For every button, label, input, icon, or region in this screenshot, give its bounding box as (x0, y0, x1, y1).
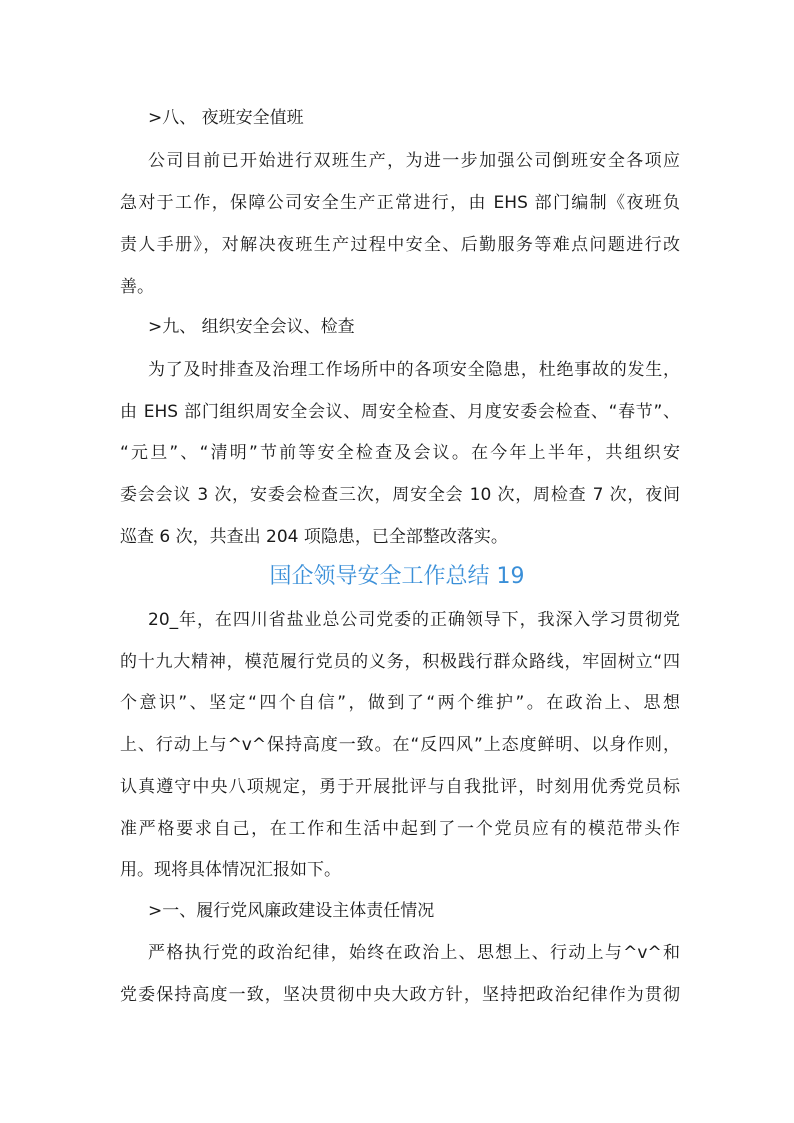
paragraph-line: 急对于工作，保障公司安全生产正常进行，由 EHS 部门编制《夜班负 (120, 193, 680, 213)
paragraph-line: 责人手册》，对解决夜班生产过程中安全、后勤服务等难点问题进行改 (120, 235, 680, 255)
paragraph-line: 由 EHS 部门组织周安全会议、周安全检查、月度安委会检查、“春节”、 (120, 402, 680, 422)
paragraph-line: 个意识”、坚定“四个自信”，做到了“两个维护”。在政治上、思想 (120, 693, 680, 713)
paragraph-line: 20_年，在四川省盐业总公司党委的正确领导下，我深入学习贯彻党 (148, 610, 680, 630)
paragraph-line: 党委保持高度一致，坚决贯彻中央大政方针，坚持把政治纪律作为贯彻 (120, 985, 680, 1005)
paragraph-line: 巡查 6 次，共查出 204 项隐患，已全部整改落实。 (120, 527, 508, 547)
section-1-heading: >一、履行党风廉政建设主体责任情况 (148, 901, 435, 921)
paragraph-line: 严格执行党的政治纪律，始终在政治上、思想上、行动上与^v^和 (148, 943, 680, 963)
paragraph-line: 上、行动上与^v^保持高度一致。在“反四风”上态度鲜明、以身作则， (120, 735, 680, 755)
paragraph-line: 准严格要求自己，在工作和生活中起到了一个党员应有的模范带头作 (120, 819, 680, 839)
paragraph-line: “元旦”、“清明”节前等安全检查及会议。在今年上半年，共组织安 (120, 443, 680, 463)
section-9-heading: >九、 组织安全会议、检查 (148, 317, 355, 337)
section-8-heading: >八、 夜班安全值班 (148, 108, 304, 128)
paragraph-line: 为了及时排查及治理工作场所中的各项安全隐患，杜绝事故的发生， (148, 360, 680, 380)
paragraph-line: 公司目前已开始进行双班生产，为进一步加强公司倒班安全各项应 (148, 151, 680, 171)
paragraph-line: 用。现将具体情况汇报如下。 (120, 860, 341, 880)
paragraph-line: 的十九大精神，模范履行党员的义务，积极践行群众路线，牢固树立“四 (120, 652, 680, 672)
paragraph-line: 认真遵守中央八项规定，勇于开展批评与自我批评，时刻用优秀党员标 (120, 777, 680, 797)
document-title: 国企领导安全工作总结 19 (269, 564, 525, 589)
paragraph-line: 善。 (120, 277, 154, 297)
paragraph-line: 委会会议 3 次，安委会检查三次，周安全会 10 次，周检查 7 次，夜间 (120, 485, 680, 505)
